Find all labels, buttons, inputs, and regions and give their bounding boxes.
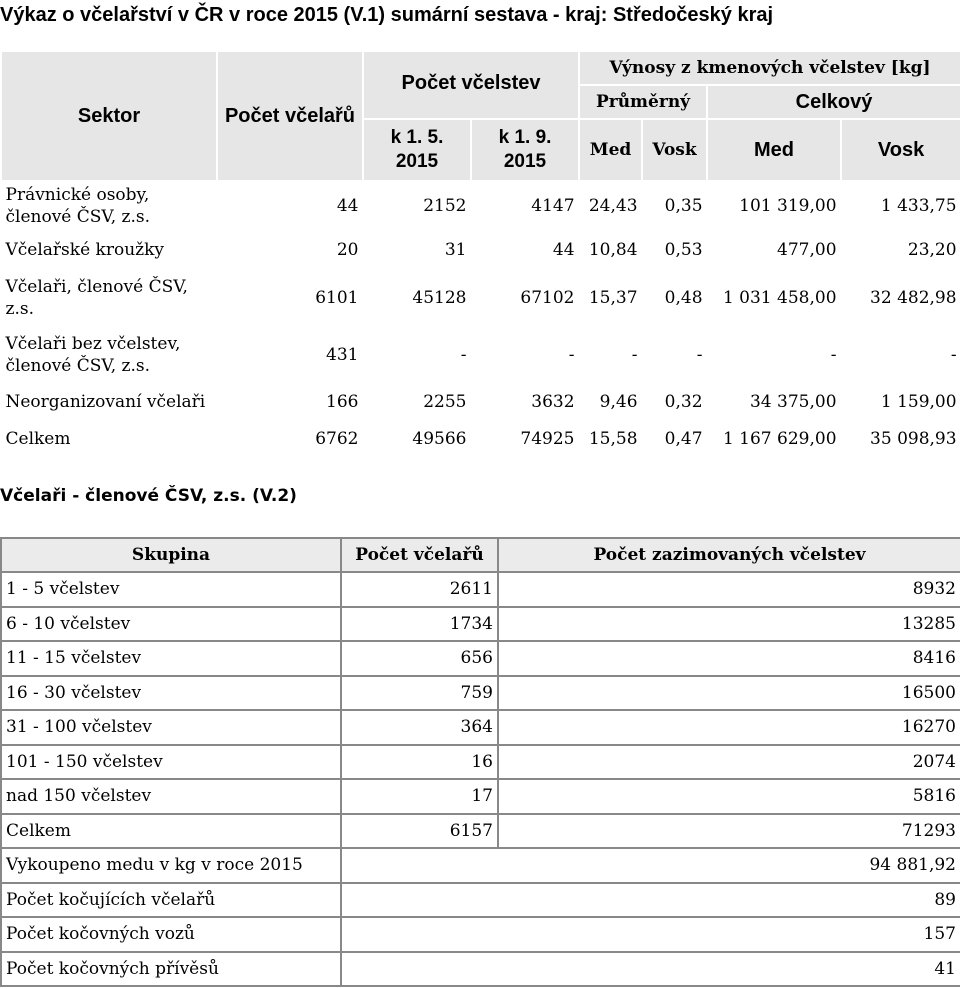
header-k-1-5: k 1. 5. 2015 [363,119,471,181]
cell-vcelari: 2611 [341,572,498,607]
cell-vcelari: 656 [341,641,498,676]
cell-vcelari: 16 [341,745,498,780]
row-label: 11 - 15 včelstev [1,641,341,676]
cell-value: 89 [341,883,960,918]
cell-vcelari: 6157 [341,814,498,849]
cell-vcelstva: 13285 [498,607,960,642]
table-row [1,269,960,326]
table-row [1,181,960,231]
cell-vcelari: 1734 [341,607,498,642]
table-row [1,779,960,814]
cell-med-avg: 15,37 [588,287,638,308]
cell-med-avg: 24,43 [588,196,638,217]
cell-k15: 31 [444,240,467,260]
cell-med-avg: 9,46 [599,391,638,412]
cell-k19: 3632 [531,391,575,412]
row-label: Včelaři, členové ČSV, z.s. [5,276,188,319]
cell-vcelstva: 2074 [498,745,960,780]
cell-vcelari: 20 [336,240,359,260]
cell-vcelari: 364 [341,710,498,745]
cell-med-total: 1 031 458,00 [722,287,837,308]
row-label: Celkem [1,814,341,849]
cell-k19: - [568,344,575,365]
cell-med-total: 477,00 [777,240,837,260]
cell-med-avg: 15,58 [588,428,638,449]
row-label: 31 - 100 včelstev [1,710,341,745]
table-row [1,641,960,676]
cell-med-total: 101 319,00 [739,196,837,217]
table-row [1,676,960,711]
header-pocet-vcelaru: Počet včelařů [341,538,498,572]
cell-vcelari: 17 [341,779,498,814]
row-label: nad 150 včelstev [1,779,341,814]
sector-summary-table [0,50,960,458]
table-row [1,848,960,883]
cell-vosk-total: 32 482,98 [870,287,957,308]
cell-med-total: - [830,344,837,365]
cell-value: 41 [341,952,960,987]
cell-vcelstva: 16500 [498,676,960,711]
header-sektor: Sektor [1,51,217,181]
cell-k19: 44 [552,240,575,260]
cell-vosk-avg: 0,48 [664,287,703,308]
cell-vosk-avg: 0,53 [664,240,703,260]
cell-vcelstva: 16270 [498,710,960,745]
cell-med-total: 1 167 629,00 [722,428,837,449]
cell-vcelari: 431 [326,344,359,365]
header-prumerny: Průměrný [579,85,707,119]
cell-vosk-avg: - [696,344,703,365]
table-row [1,917,960,952]
table-row [1,326,960,383]
cell-value: 94 881,92 [341,848,960,883]
table-row [1,745,960,780]
header-celkovy: Celkový [707,85,960,119]
cell-vcelstva: 5816 [498,779,960,814]
cell-vosk-total: 23,20 [907,240,957,260]
cell-k19: 74925 [520,428,575,449]
table-row [1,420,960,457]
row-label: Počet kočovných přívěsů [1,952,341,987]
cell-k15: 2152 [423,196,467,217]
table-row [1,952,960,987]
cell-vosk-avg: 0,32 [664,391,703,412]
row-label: Včelařské kroužky [5,240,165,260]
table-row [1,607,960,642]
header-med-avg: Med [579,119,642,181]
row-label: 101 - 150 včelstev [1,745,341,780]
row-label: Vykoupeno medu v kg v roce 2015 [1,848,341,883]
row-label: Celkem [5,428,71,449]
cell-vosk-total: - [950,344,957,365]
table-row [1,383,960,420]
header-vynosy: Výnosy z kmenových včelstev [kg] [579,51,960,85]
header-k-1-9: k 1. 9. 2015 [471,119,579,181]
header-skupina: Skupina [1,538,341,572]
header-vosk-avg: Vosk [642,119,707,181]
cell-vcelstva: 71293 [498,814,960,849]
cell-vosk-total: 1 433,75 [880,196,957,217]
table-row [1,231,960,269]
header-vosk-total: Vosk [841,119,960,181]
cell-k15: - [460,344,467,365]
cell-vosk-avg: 0,47 [664,428,703,449]
cell-vosk-total: 1 159,00 [880,391,957,412]
cell-med-total: 34 375,00 [749,391,837,412]
table-row [1,883,960,918]
cell-vcelari: 6762 [315,428,359,449]
table-row [1,814,960,849]
members-table [0,537,960,987]
row-label: Počet kočovných vozů [1,917,341,952]
cell-k19: 67102 [520,287,575,308]
header-med-total: Med [707,119,841,181]
cell-med-avg: 10,84 [588,240,638,260]
row-label: 16 - 30 včelstev [1,676,341,711]
row-label: Počet kočujících včelařů [1,883,341,918]
section-subtitle: Včelaři - členové ČSV, z.s. (V.2) [0,486,297,506]
cell-value: 157 [341,917,960,952]
cell-vosk-avg: 0,35 [664,196,703,217]
cell-k15: 2255 [423,391,467,412]
cell-vcelari: 166 [326,391,359,412]
table-row [1,572,960,607]
cell-k15: 49566 [412,428,467,449]
cell-vcelari: 6101 [315,287,359,308]
cell-vosk-total: 35 098,93 [870,428,957,449]
row-label: Právnické osoby, členové ČSV, z.s. [5,185,151,228]
row-label: 6 - 10 včelstev [1,607,341,642]
cell-k15: 45128 [412,287,467,308]
row-label: 1 - 5 včelstev [1,572,341,607]
cell-vcelstva: 8416 [498,641,960,676]
cell-vcelari: 759 [341,676,498,711]
header-pocet-vcelaru: Počet včelařů [217,51,363,181]
row-label: Včelaři bez včelstev, členové ČSV, z.s. [5,333,181,376]
cell-k19: 4147 [531,196,575,217]
cell-vcelstva: 8932 [498,572,960,607]
cell-vcelari: 44 [336,196,359,217]
row-label: Neorganizovaní včelaři [5,391,206,412]
cell-med-avg: - [631,344,638,365]
header-pocet-vcelstev: Počet včelstev [363,51,579,119]
header-pocet-zazimovanych: Počet zazimovaných včelstev [498,538,960,572]
table-row [1,710,960,745]
report-title: Výkaz o včelařství v ČR v roce 2015 (V.1) sumární sestava - kraj: Středočeský kraj [0,4,774,26]
